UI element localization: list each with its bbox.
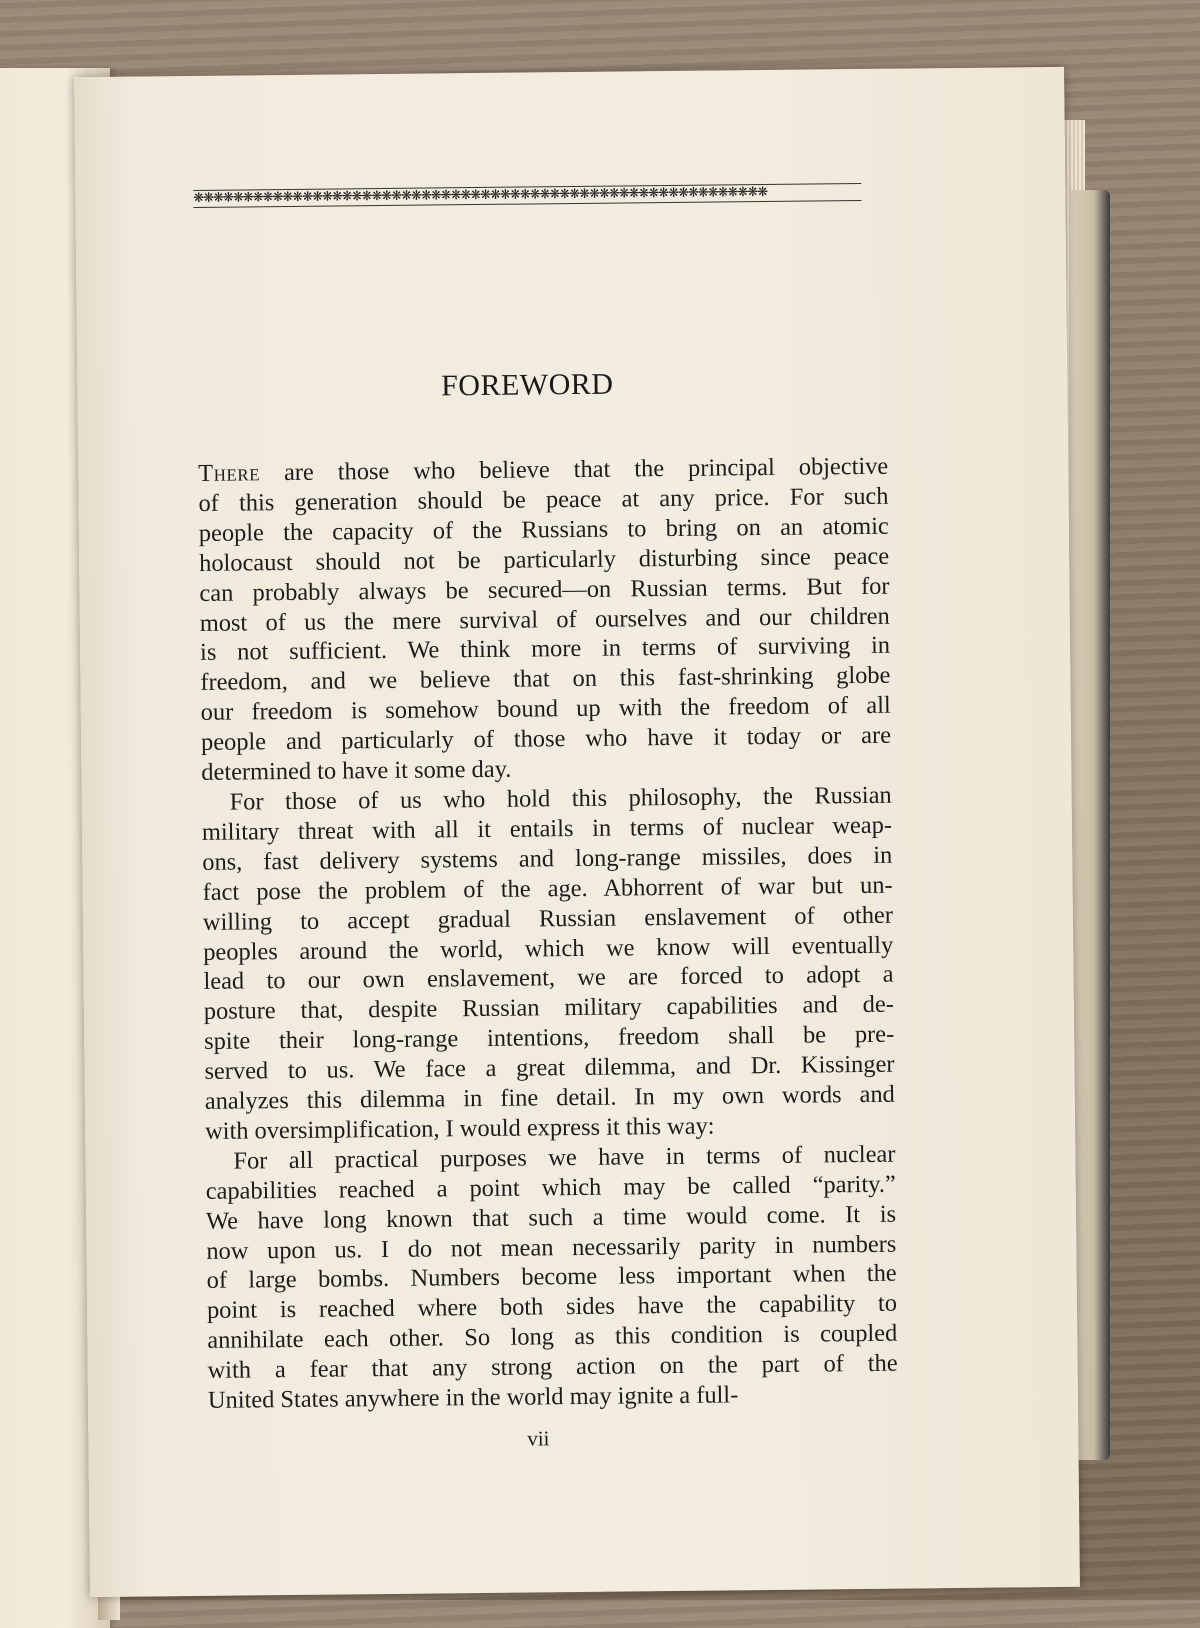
text-line: For all practical purposes we have in terms of nuclear	[233, 1140, 896, 1175]
text-line: United States anywhere in the world may ignite a full-	[207, 1381, 739, 1414]
text-line: our freedom is somehow bound up with the freedom of all	[200, 691, 891, 727]
text-line: freedom, and we believe that on this fast-shrinking globe	[200, 662, 891, 697]
page-number: vii	[527, 1426, 550, 1451]
text-line: spite their long-range intentions, freedom shall be pre-	[204, 1020, 895, 1056]
text-line: annihilate each other. So long as this condition is coupled	[207, 1319, 898, 1355]
text-line: people the capacity of the Russians to bring on an atomic	[198, 512, 889, 547]
text-line: willing to accept gradual Russian enslavement of other	[202, 901, 894, 936]
text-line: We have long known that such a time would come. It is	[205, 1200, 897, 1235]
text-line: peoples around the world, which we know will eventually	[203, 931, 894, 966]
text-line: of this generation should be peace at any price. For such	[198, 482, 889, 517]
text-line: with a fear that any strong action on the part of the	[207, 1349, 898, 1385]
text-line: lead to our own enslavement, we are forced to adopt a	[203, 961, 894, 996]
text-line: can probably always be secured—on Russian terms. But for	[199, 572, 890, 607]
text-line: ons, fast delivery systems and long-range missiles, does in	[202, 841, 893, 876]
text-line: is not sufficient. We think more in terms of surviving in	[199, 632, 891, 667]
book-page	[74, 67, 1080, 1597]
text-line: For those of us who hold this philosophy, the Russian	[229, 781, 892, 816]
paragraph-2	[202, 781, 896, 1147]
text-line: with oversimplification, I would express it this way:	[204, 1112, 715, 1145]
text-line: people and particularly of those who have it today or are	[200, 721, 892, 757]
page-title: FOREWORD	[440, 367, 614, 403]
foreword-body	[198, 452, 898, 1416]
text-line-rest: are those who believe that the principal objective	[259, 452, 889, 487]
paragraph-3	[205, 1140, 898, 1416]
text-line: capabilities reached a point which may be called “parity.”	[205, 1170, 896, 1205]
text-line: point is reached where both sides have the capability to	[206, 1290, 898, 1325]
text-line: holocaust should not be particularly disturbing since peace	[199, 542, 890, 577]
text-line: military threat with all it entails in terms of nuclear weap-	[201, 811, 893, 846]
text-line: posture that, despite Russian military capabilities and de-	[203, 991, 894, 1026]
text-line: of large bombs. Numbers become less important when the	[206, 1260, 897, 1295]
opening-word: There	[198, 459, 261, 487]
text-line: fact pose the problem of the age. Abhorrent of war but un-	[202, 871, 893, 906]
ornamental-rule: ❋❋❋❋❋❋❋❋❋❋❋❋❋❋❋❋❋❋❋❋❋❋❋❋❋❋❋❋❋❋❋❋❋❋❋❋❋❋❋❋❋❋❋❋❋❋❋❋❋❋❋❋❋❋❋❋❋❋	[193, 183, 861, 208]
paragraph-1	[198, 452, 891, 788]
text-line: analyzes this dilemma in fine detail. In my own words and	[204, 1080, 895, 1115]
text-line: now upon us. I do not mean necessarily parity in numbers	[206, 1230, 897, 1265]
text-line: most of us the mere survival of ourselves and our children	[199, 602, 890, 637]
text-line: served to us. We face a great dilemma, and Dr. Kissinger	[204, 1050, 895, 1086]
text-line: determined to have it some day.	[201, 755, 512, 786]
